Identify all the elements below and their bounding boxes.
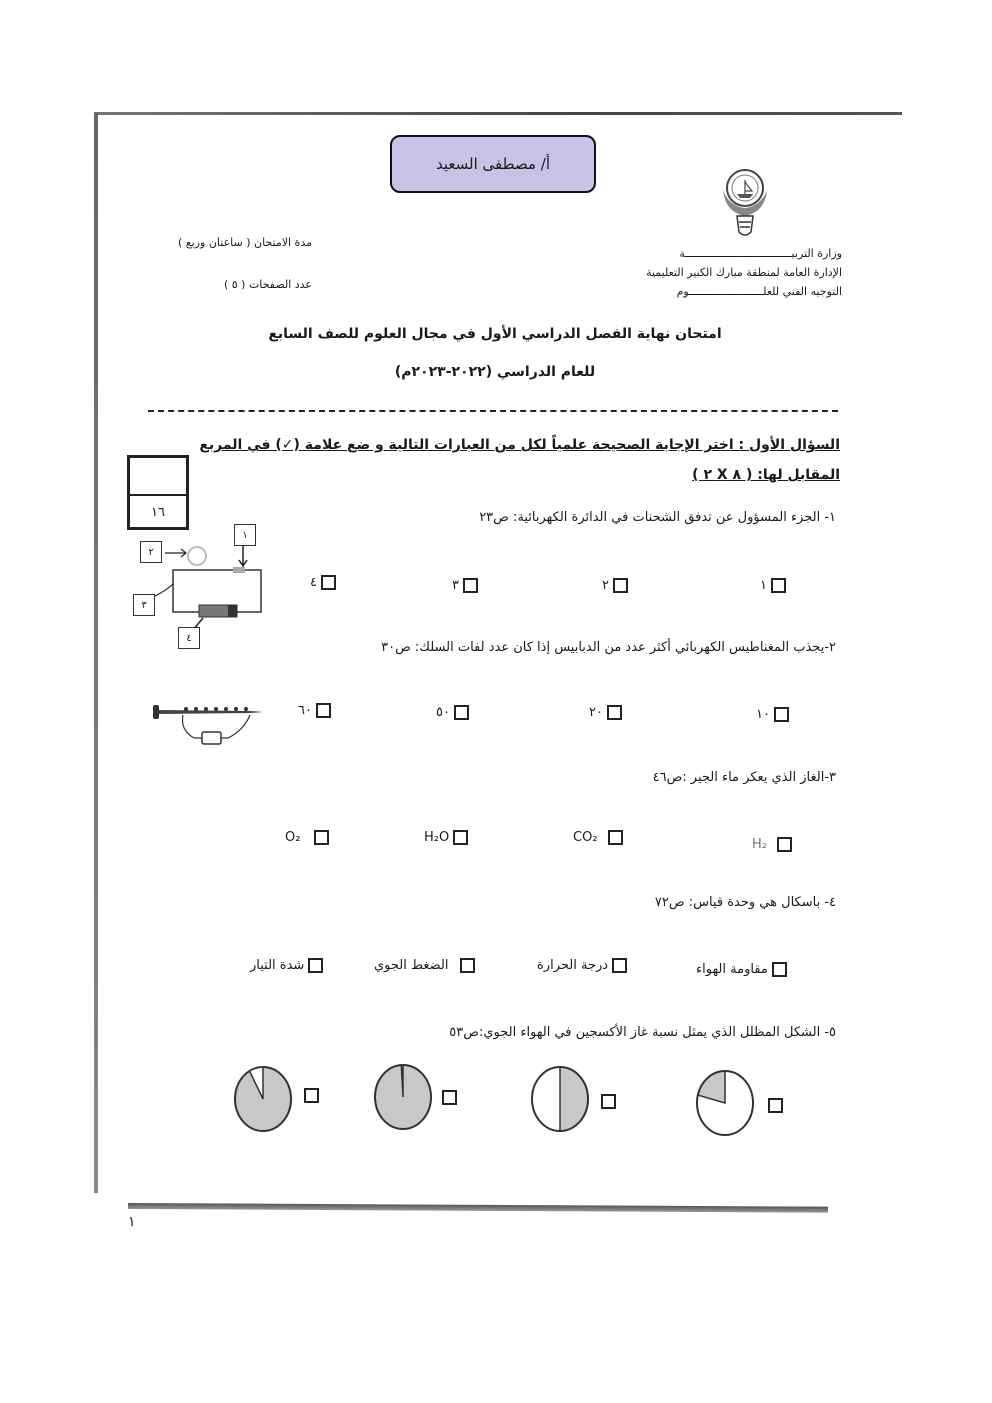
score-box [127,455,189,530]
teacher-name-box [390,135,596,193]
ministry-line: التوجيه الفني للعلـــــــــــــــــــــــوم [676,285,842,298]
pie-option-3 [375,1065,431,1129]
checkbox[interactable] [308,958,323,973]
pie-shaded-sector [560,1067,588,1131]
question-1-instruction: السؤال الأول : اختر الإجابة الصحيحة علمياً لكل من العبارات التالية و ضع علامة (✓) في المربع المقابل لها: ( ٨ X ٢ ) [199,437,840,483]
electromagnet-nail-diagram [150,700,268,760]
option-label: درجة الحرارة [537,958,609,973]
checkbox[interactable] [321,575,336,590]
ministry-line: الإدارة العامة لمنطقة مبارك الكبير التعليمية [646,266,842,279]
checkbox[interactable] [454,705,469,720]
q1-5-option-1[interactable] [768,1098,783,1117]
option-label: ١ [760,578,767,593]
checkbox[interactable] [463,578,478,593]
q1-4-option-1[interactable] [696,962,787,977]
page-frame-top [94,112,902,115]
question-1-header [150,430,840,490]
checkbox[interactable] [772,962,787,977]
pie-option-2 [532,1067,588,1131]
score-earned-cell[interactable] [130,458,186,496]
page-number: ١ [128,1214,136,1230]
exam-year: للعام الدراسي (٢٠٢٢-٢٠٢٣م) [394,364,596,380]
pie-option-4 [235,1067,291,1131]
pie-option-1 [697,1071,753,1135]
circuit-label-3: ٣ [133,594,155,616]
q1-5-option-3[interactable] [442,1090,457,1109]
option-label: ٣ [452,578,459,593]
q1-2-option-4[interactable] [298,703,331,718]
q1-4-option-3[interactable] [374,958,475,973]
q1-1-option-2[interactable] [602,578,628,593]
kuwait-emblem-icon [715,160,775,240]
q1-3-option-4[interactable] [285,830,329,845]
q1-3-option-3[interactable] [424,830,468,845]
option-label: CO₂ [573,830,598,845]
checkbox[interactable] [314,830,329,845]
footer-rule [128,1203,828,1213]
q1-2-option-1[interactable] [756,707,789,722]
circuit-label-4: ٤ [178,627,200,649]
ministry-header [612,244,842,301]
q1-1-option-4[interactable] [310,575,336,590]
checkbox[interactable] [608,830,623,845]
option-label: ٢٠ [589,705,603,720]
q1-2-option-2[interactable] [589,705,622,720]
checkbox[interactable] [316,703,331,718]
question-1-1-text: ١- الجزء المسؤول عن تدفق الشحنات في الدائرة الكهربائية: ص٢٣ [479,510,836,525]
checkbox[interactable] [612,958,627,973]
checkbox[interactable] [613,578,628,593]
q1-4-option-4[interactable] [250,958,323,973]
checkbox[interactable] [601,1094,616,1109]
page-count: عدد الصفحات ( ٥ ) [223,278,312,291]
checkbox[interactable] [460,958,475,973]
option-label: شدة التيار [250,958,305,973]
checkbox[interactable] [607,705,622,720]
checkbox[interactable] [768,1098,783,1113]
q1-1-option-1[interactable] [760,578,786,593]
checkbox[interactable] [453,830,468,845]
checkbox[interactable] [304,1088,319,1103]
option-label: ٦٠ [298,703,312,718]
q1-3-option-1[interactable] [752,837,792,852]
option-label: ١٠ [756,707,770,722]
score-total: ١٦ [151,505,165,520]
checkbox[interactable] [774,707,789,722]
q1-5-option-4[interactable] [304,1088,319,1107]
circuit-label-1: ١ [234,524,256,546]
teacher-name: أ/ مصطفى السعيد [436,155,550,173]
exam-duration: مدة الامتحان ( ساعتان وربع ) [178,236,312,249]
q1-4-option-2[interactable] [537,958,627,973]
option-label: O₂ [285,830,301,845]
q1-1-option-3[interactable] [452,578,478,593]
page-frame-left [94,113,98,1193]
checkbox[interactable] [777,837,792,852]
dashed-divider [148,410,838,412]
q1-3-option-2[interactable] [573,830,623,845]
ministry-line: وزارة التربيـــــــــــــــــــــــــــــــــة [679,247,842,260]
question-1-5-text: ٥- الشكل المظلل الذي يمثل نسبة غاز الأكسجين في الهواء الجوي:ص٥٣ [449,1025,836,1040]
option-label: ٢ [602,578,609,593]
circuit-label-2: ٢ [140,541,162,563]
q1-5-option-2[interactable] [601,1094,616,1113]
option-label: مقاومة الهواء [696,962,768,977]
checkbox[interactable] [771,578,786,593]
q1-2-option-3[interactable] [436,705,469,720]
option-label: H₂O [424,830,450,845]
question-1-3-text: ٣-الغاز الذي يعكر ماء الجير :ص٤٦ [652,770,836,785]
option-label: ٤ [310,575,317,590]
option-label: H₂ [752,837,767,852]
option-label: ٥٠ [436,705,450,720]
question-1-2-text: ٢-يجذب المغناطيس الكهربائي أكثر عدد من الدبابيس إذا كان عدد لفات السلك: ص٣٠ [381,640,836,655]
checkbox[interactable] [442,1090,457,1105]
question-1-4-text: ٤- باسكال هي وحدة قياس: ص٧٢ [654,895,836,910]
exam-title: امتحان نهاية الفصل الدراسي الأول في مجال العلوم للصف السابع [268,326,722,342]
option-label: الضغط الجوي [374,958,449,973]
